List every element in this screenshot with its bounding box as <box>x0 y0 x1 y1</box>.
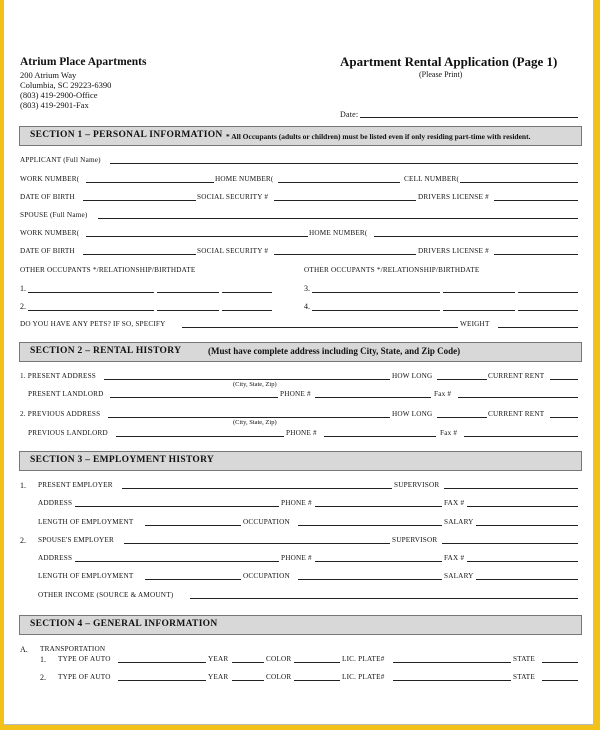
home-number-field[interactable] <box>278 182 400 183</box>
spouse-salary-label: SALARY <box>444 572 474 580</box>
employment-length-field[interactable] <box>145 525 241 526</box>
occupant-2-relationship[interactable] <box>157 310 219 311</box>
occupant-3-name[interactable] <box>312 292 440 293</box>
spouse-employer-address-label: ADDRESS <box>38 554 73 562</box>
vehicle-number: 2. <box>40 673 46 682</box>
occupant-3-birthdate[interactable] <box>518 292 578 293</box>
previous-landlord-label: PREVIOUS LANDLORD <box>28 429 108 437</box>
spouse-employer-phone-field[interactable] <box>315 561 442 562</box>
how-long-field[interactable] <box>437 379 487 380</box>
section4-title: SECTION 4 – GENERAL INFORMATION <box>30 619 218 629</box>
spouse-salary-field[interactable] <box>476 579 578 580</box>
vehicle-2-plate-field[interactable] <box>393 680 511 681</box>
occupant-number: 1. <box>20 284 26 293</box>
section2-title: SECTION 2 – RENTAL HISTORY <box>30 346 182 356</box>
present-landlord-phone-label: PHONE # <box>280 390 311 398</box>
vehicle-2-state-field[interactable] <box>542 680 578 681</box>
occupant-number: 4. <box>304 302 310 311</box>
company-office-phone: (803) 419-2900-Office <box>20 90 98 100</box>
section1-title: SECTION 1 – PERSONAL INFORMATION <box>30 130 223 140</box>
dob-label: DATE OF BIRTH <box>20 193 75 201</box>
spouse-employer-address-field[interactable] <box>75 561 279 562</box>
vehicle-2-year-field[interactable] <box>232 680 264 681</box>
company-name: Atrium Place Apartments <box>20 56 147 68</box>
spouse-employer-fax-field[interactable] <box>467 561 578 562</box>
spouse-ssn-label: SOCIAL SECURITY # <box>197 247 269 255</box>
spouse-dl-field[interactable] <box>494 254 578 255</box>
occupant-2-name[interactable] <box>28 310 154 311</box>
company-fax: (803) 419-2901-Fax <box>20 100 89 110</box>
current-rent-label: CURRENT RENT <box>488 372 545 380</box>
section2-note: (Must have complete address including City, State, and Zip Code) <box>208 346 461 356</box>
spouse-dob-field[interactable] <box>83 254 196 255</box>
section1-note: * All Occupants (adults or children) must be listed even if only residing part-time with resident. <box>226 132 531 141</box>
previous-how-long-field[interactable] <box>437 417 487 418</box>
employer-address-field[interactable] <box>75 506 279 507</box>
transportation-letter: A. <box>20 645 28 654</box>
spouse-work-number-label: WORK NUMBER( <box>20 229 80 237</box>
previous-landlord-phone-label: PHONE # <box>286 429 317 437</box>
transportation-label: TRANSPORTATION <box>40 645 106 653</box>
form-title: Apartment Rental Application (Page 1) <box>340 54 558 69</box>
vehicle-1-state-field[interactable] <box>542 662 578 663</box>
employer-phone-label: PHONE # <box>281 499 312 507</box>
state-label: STATE <box>513 655 535 663</box>
vehicle-number: 1. <box>40 655 46 664</box>
other-occupants-label-left: OTHER OCCUPANTS */RELATIONSHIP/BIRTHDATE <box>20 266 196 274</box>
occupant-4-name[interactable] <box>312 310 440 311</box>
occupant-4-birthdate[interactable] <box>518 310 578 311</box>
previous-how-long-label: HOW LONG <box>392 410 433 418</box>
vehicle-2-type-field[interactable] <box>118 680 206 681</box>
other-occupants-label-right: OTHER OCCUPANTS */RELATIONSHIP/BIRTHDATE <box>304 266 480 274</box>
present-landlord-phone-field[interactable] <box>315 397 431 398</box>
applicant-label: APPLICANT (Full Name) <box>20 156 101 164</box>
type-of-auto-label-2: TYPE OF AUTO <box>58 673 111 681</box>
section2-header <box>19 342 582 362</box>
section4-header <box>19 615 582 635</box>
employer-number: 1. <box>20 481 26 490</box>
employer-fax-label: FAX # <box>444 499 465 507</box>
occupant-number: 3. <box>304 284 310 293</box>
vehicle-1-color-field[interactable] <box>294 662 340 663</box>
date-label: Date: <box>340 110 359 119</box>
supervisor-label: SUPERVISOR <box>394 481 440 489</box>
spouse-field[interactable] <box>98 218 578 219</box>
spouse-ssn-field[interactable] <box>274 254 416 255</box>
current-rent-field[interactable] <box>550 379 578 380</box>
lic-plate-label: LIC. PLATE# <box>342 655 385 663</box>
previous-landlord-fax-field[interactable] <box>464 436 578 437</box>
year-label-2: YEAR <box>208 673 229 681</box>
cell-number-label: CELL NUMBER( <box>404 175 460 183</box>
spouse-home-number-label: HOME NUMBER( <box>309 229 368 237</box>
spouse-occupation-field[interactable] <box>298 579 442 580</box>
occupant-3-relationship[interactable] <box>443 292 515 293</box>
color-label: COLOR <box>266 655 292 663</box>
occupant-4-relationship[interactable] <box>443 310 515 311</box>
occupant-1-birthdate[interactable] <box>222 292 272 293</box>
weight-label: WEIGHT <box>460 320 490 328</box>
spouse-label: SPOUSE (Full Name) <box>20 211 88 219</box>
present-landlord-field[interactable] <box>110 397 278 398</box>
company-address-line2: Columbia, SC 29223-6390 <box>20 80 112 90</box>
how-long-label: HOW LONG <box>392 372 433 380</box>
state-label-2: STATE <box>513 673 535 681</box>
weight-field[interactable] <box>498 327 578 328</box>
dl-field[interactable] <box>494 200 578 201</box>
spouse-dl-label: DRIVERS LICENSE # <box>418 247 489 255</box>
vehicle-1-type-field[interactable] <box>118 662 206 663</box>
previous-address-field[interactable] <box>108 417 390 418</box>
salary-field[interactable] <box>476 525 578 526</box>
lic-plate-label-2: LIC. PLATE# <box>342 673 385 681</box>
year-label: YEAR <box>208 655 229 663</box>
other-income-label: OTHER INCOME (SOURCE & AMOUNT) <box>38 591 174 599</box>
present-landlord-label: PRESENT LANDLORD <box>28 390 104 398</box>
previous-landlord-phone-field[interactable] <box>324 436 436 437</box>
type-of-auto-label: TYPE OF AUTO <box>58 655 111 663</box>
previous-rent-field[interactable] <box>550 417 578 418</box>
previous-rent-label: CURRENT RENT <box>488 410 545 418</box>
other-income-field[interactable] <box>190 598 578 599</box>
city-state-zip-hint: (City, State, Zip) <box>233 381 277 388</box>
spouse-work-number-field[interactable] <box>86 236 308 237</box>
spouse-employer-label: SPOUSE'S EMPLOYER <box>38 536 114 544</box>
spouse-employer-fax-label: FAX # <box>444 554 465 562</box>
employer-number: 2. <box>20 536 26 545</box>
vehicle-2-color-field[interactable] <box>294 680 340 681</box>
vehicle-1-plate-field[interactable] <box>393 662 511 663</box>
previous-landlord-fax-label: Fax # <box>440 429 458 437</box>
section1-header <box>19 126 582 146</box>
section3-header <box>19 451 582 471</box>
color-label-2: COLOR <box>266 673 292 681</box>
present-landlord-fax-label: Fax # <box>434 390 452 398</box>
supervisor-field[interactable] <box>444 488 578 489</box>
pets-label: DO YOU HAVE ANY PETS? IF SO, SPECIFY <box>20 320 166 328</box>
section3-title: SECTION 3 – EMPLOYMENT HISTORY <box>30 455 215 465</box>
present-employer-field[interactable] <box>122 488 392 489</box>
applicant-field[interactable] <box>110 163 578 164</box>
employer-fax-field[interactable] <box>467 506 578 507</box>
company-address-line1: 200 Atrium Way <box>20 70 77 80</box>
work-number-label: WORK NUMBER( <box>20 175 80 183</box>
employer-address-label: ADDRESS <box>38 499 73 507</box>
dob-field[interactable] <box>83 200 196 201</box>
ssn-field[interactable] <box>274 200 416 201</box>
employer-phone-field[interactable] <box>315 506 442 507</box>
spouse-employment-length-label: LENGTH OF EMPLOYMENT <box>38 572 134 580</box>
cell-number-field[interactable] <box>460 182 578 183</box>
occupant-1-relationship[interactable] <box>157 292 219 293</box>
pets-field[interactable] <box>182 327 458 328</box>
ssn-label: SOCIAL SECURITY # <box>197 193 269 201</box>
employment-length-label: LENGTH OF EMPLOYMENT <box>38 518 134 526</box>
occupation-label: OCCUPATION <box>243 518 290 526</box>
present-address-field[interactable] <box>104 379 390 380</box>
spouse-employer-phone-label: PHONE # <box>281 554 312 562</box>
vehicle-1-year-field[interactable] <box>232 662 264 663</box>
dl-label: DRIVERS LICENSE # <box>418 193 489 201</box>
occupant-2-birthdate[interactable] <box>222 310 272 311</box>
application-page <box>4 0 593 725</box>
spouse-employer-field[interactable] <box>124 543 390 544</box>
occupation-field[interactable] <box>298 525 442 526</box>
occupant-number: 2. <box>20 302 26 311</box>
present-employer-label: PRESENT EMPLOYER <box>38 481 113 489</box>
spouse-home-number-field[interactable] <box>374 236 578 237</box>
present-address-label: 1. PRESENT ADDRESS <box>20 372 96 380</box>
spouse-dob-label: DATE OF BIRTH <box>20 247 75 255</box>
spouse-occupation-label: OCCUPATION <box>243 572 290 580</box>
city-state-zip-hint-2: (City, State, Zip) <box>233 419 277 426</box>
occupant-1-name[interactable] <box>28 292 154 293</box>
salary-label: SALARY <box>444 518 474 526</box>
work-number-field[interactable] <box>86 182 214 183</box>
previous-landlord-field[interactable] <box>116 436 284 437</box>
date-field[interactable] <box>360 117 578 118</box>
form-subtitle: (Please Print) <box>419 70 463 79</box>
spouse-employment-length-field[interactable] <box>145 579 241 580</box>
previous-address-label: 2. PREVIOUS ADDRESS <box>20 410 101 418</box>
spouse-supervisor-label: SUPERVISOR <box>392 536 438 544</box>
home-number-label: HOME NUMBER( <box>215 175 274 183</box>
present-landlord-fax-field[interactable] <box>458 397 578 398</box>
spouse-supervisor-field[interactable] <box>442 543 578 544</box>
